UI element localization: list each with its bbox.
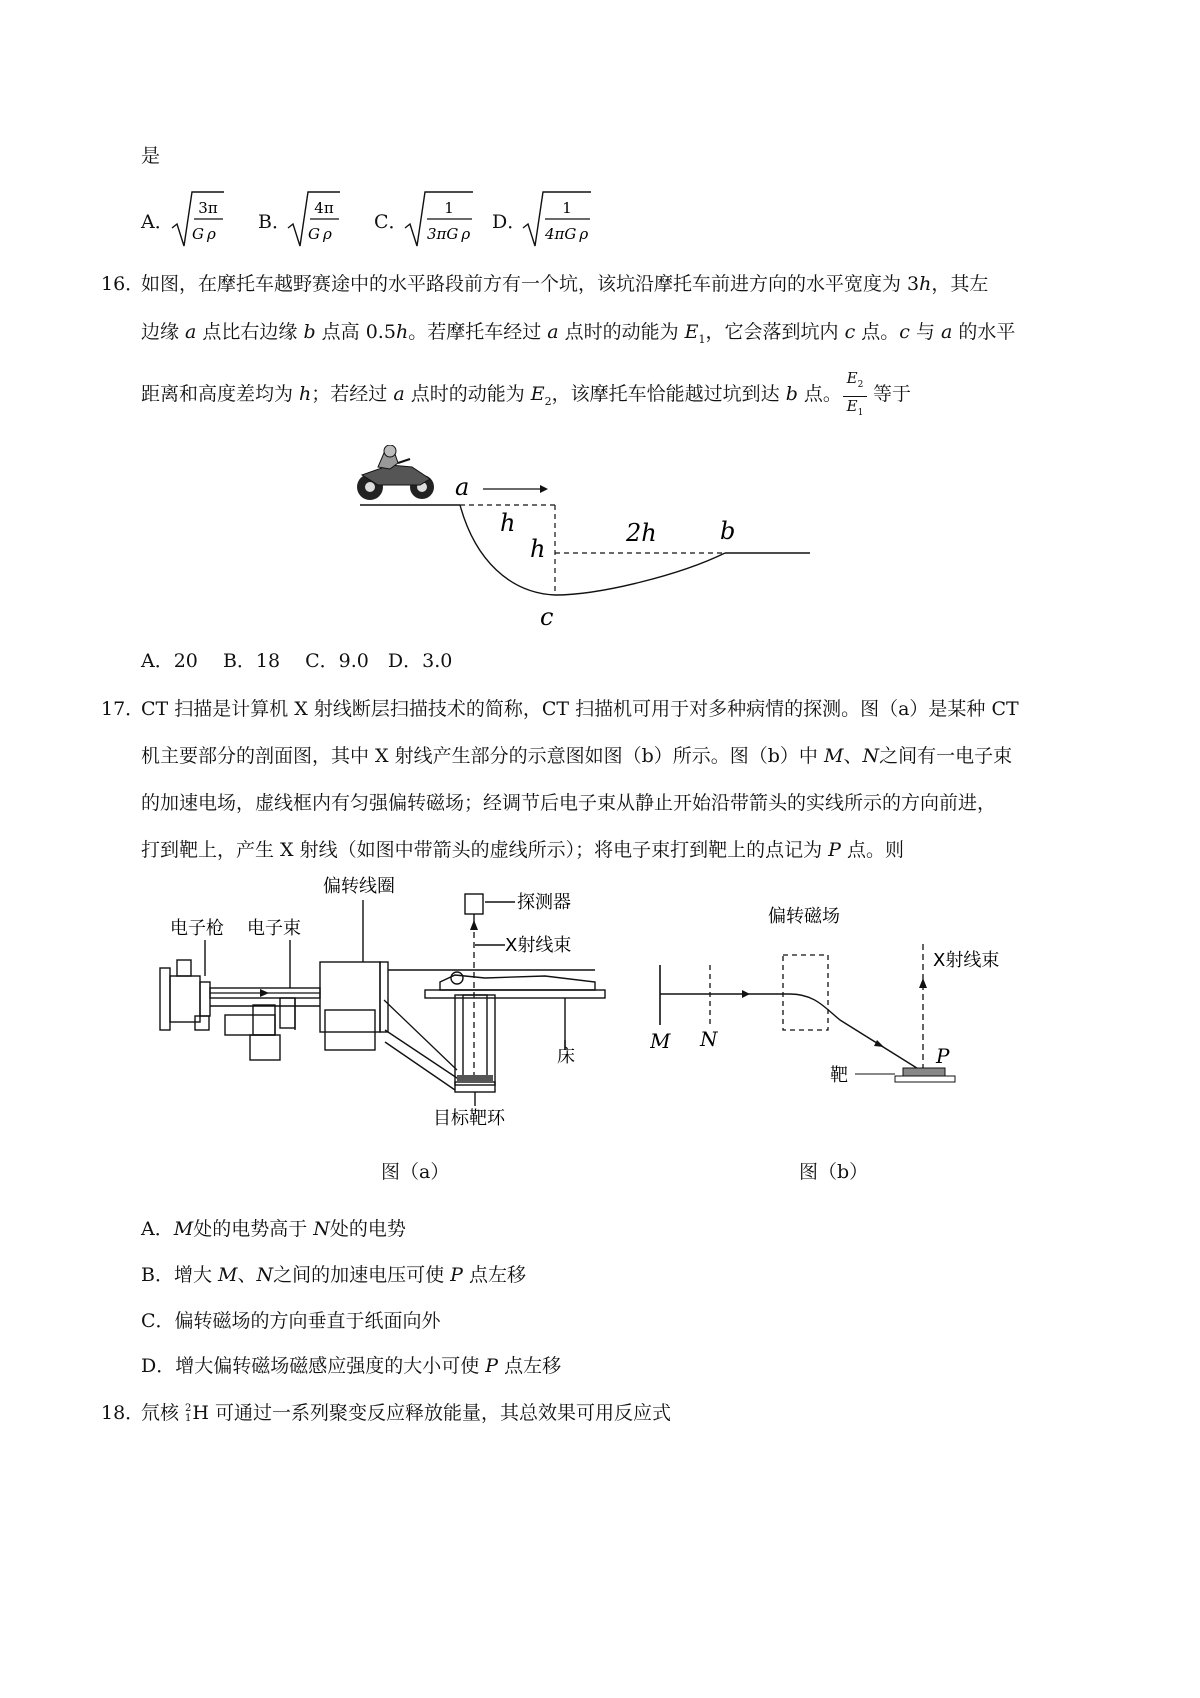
q16-label-h-top: h xyxy=(500,509,516,537)
label-deflection-field: 偏转磁场 xyxy=(768,906,840,927)
q17-stem-line2: 机主要部分的剖面图，其中 X 射线产生部分的示意图如图（b）所示。图（b）中 M、N之间有一电子束 xyxy=(141,745,1013,767)
q16-stem-line3: 距离和高度差均为 h；若经过 a 点时的动能为 $E_2$，该摩托车恰能越过坑到达 b 点。 xyxy=(141,383,842,408)
q15-option-b-den: G ρ xyxy=(308,225,332,243)
q16-options: A．20 B．18 C．9.0 D．3.0 xyxy=(141,650,453,672)
q17-figure-a-caption: 图（a） xyxy=(381,1161,450,1183)
q15-option-c-radical xyxy=(403,188,475,250)
q17-number: 17． xyxy=(101,698,145,720)
q16-ratio-fraction: $E_2$ $E_1$ xyxy=(843,369,867,422)
q16-number: 16． xyxy=(101,273,145,295)
q15-option-a-label: A． xyxy=(141,211,174,233)
q16-label-a: a xyxy=(455,473,470,501)
label-target: 靶 xyxy=(830,1065,848,1086)
q16-stem-line2: 边缘 a 点比右边缘 b 点高 0.5h。若摩托车经过 a 点时的动能为 $E_1$，它会落到坑内 c 点。c 与 a 的水平 xyxy=(141,321,1016,346)
q17-stem-line3: 的加速电场，虚线框内有匀强偏转磁场；经调节后电子束从静止开始沿带箭头的实线所示的方向前进， xyxy=(141,792,997,814)
q16-label-b: b xyxy=(720,517,736,545)
q17-option-b: B．增大 M、N之间的加速电压可使 P 点左移 xyxy=(141,1264,527,1286)
q16-stem-line1: 如图，在摩托车越野赛途中的水平路段前方有一个坑，该坑沿摩托车前进方向的水平宽度为 3h，其左 xyxy=(141,273,989,295)
q18-stem: 氘核 2 1 H 可通过一系列聚变反应释放能量，其总效果可用反应式 xyxy=(141,1402,672,1424)
q15-option-d-label: D． xyxy=(492,211,527,233)
q16-label-c: c xyxy=(540,603,554,631)
label-deflection-coil: 偏转线圈 xyxy=(323,876,395,897)
label-electron-gun: 电子枪 xyxy=(170,918,224,939)
q17-figure-a-ct-machine xyxy=(155,870,625,1130)
q15-option-c-den: 3πG ρ xyxy=(427,225,471,243)
q16-label-2h: 2h xyxy=(626,519,657,547)
q15-option-d-den: 4πG ρ xyxy=(545,225,589,243)
label-electron-beam: 电子束 xyxy=(247,918,301,939)
q16-figure-pit xyxy=(350,445,820,635)
q17-stem-line1: CT 扫描是计算机 X 射线断层扫描技术的简称，CT 扫描机可用于对多种病情的探测。图（a）是某种 CT xyxy=(141,698,1019,720)
q17-figure-b-xray-schematic xyxy=(650,890,1050,1100)
electron-gun-body xyxy=(160,968,170,1030)
q16-ratio-tail: 等于 xyxy=(873,383,912,405)
label-xray-beam-a: X射线束 xyxy=(505,935,572,956)
label-bed: 床 xyxy=(557,1046,575,1067)
q15-option-a-den: G ρ xyxy=(192,225,216,243)
q15-option-a-numerator: 3π xyxy=(198,199,218,217)
q15-option-b-label: B． xyxy=(258,211,291,233)
q17-stem-line4: 打到靶上，产生 X 射线（如图中带箭头的虚线所示）；将电子束打到靶上的点记为 P 点。则 xyxy=(141,839,904,861)
q17-option-a: A．M处的电势高于 N处的电势 xyxy=(141,1218,406,1240)
q15-option-c-numerator: 1 xyxy=(444,199,454,217)
label-N: N xyxy=(700,1027,718,1051)
q15-tail-text: 是 xyxy=(141,145,161,167)
q15-option-d-numerator: 1 xyxy=(562,199,572,217)
q17-option-c: C．偏转磁场的方向垂直于纸面向外 xyxy=(141,1310,441,1332)
q16-label-h-side: h xyxy=(530,535,546,563)
label-target-ring: 目标靶环 xyxy=(433,1108,505,1129)
q17-option-d: D．增大偏转磁场磁感应强度的大小可使 P 点左移 xyxy=(141,1355,562,1377)
label-xray-beam-b: X射线束 xyxy=(933,950,1000,971)
label-M: M xyxy=(650,1029,671,1053)
q18-number: 18． xyxy=(101,1402,145,1424)
label-P: P xyxy=(936,1044,950,1068)
q15-option-a-radical xyxy=(170,188,226,250)
q15-option-b-radical xyxy=(286,188,342,250)
motorcycle-icon xyxy=(357,445,434,500)
label-detector: 探测器 xyxy=(517,892,571,913)
q15-option-d-radical xyxy=(521,188,593,250)
q15-option-b-numerator: 4π xyxy=(314,199,334,217)
q15-option-c-label: C． xyxy=(374,211,408,233)
q17-figure-b-caption: 图（b） xyxy=(799,1161,869,1183)
